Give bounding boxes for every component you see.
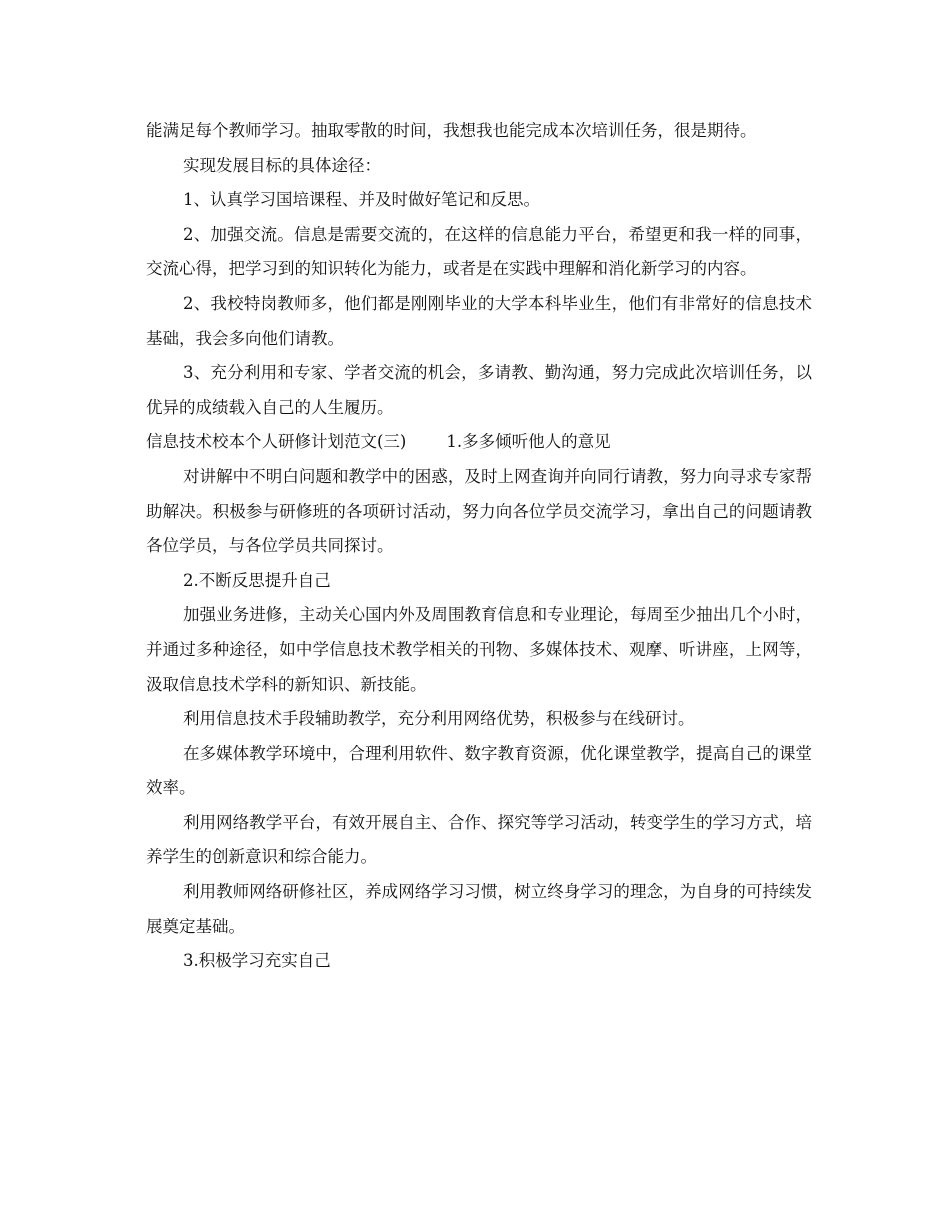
section-first-item: 1.多多倾听他人的意见 <box>446 432 611 452</box>
subheading-enrich: 3.积极学习充实自己 <box>183 951 331 971</box>
paragraph-item-2-exchange: 2、加强交流。信息是需要交流的，在这样的信息能力平台，希望更和我一样的同事，交流心得，把学习到的知识转化为能力，或者是在实践中理解和消化新学习的内容。 <box>146 224 812 279</box>
paragraph-multimedia: 在多媒体教学环境中，合理利用软件、数字教育资源，优化课堂教学，提高自己的课堂效率。 <box>146 743 812 798</box>
document-body <box>146 114 812 979</box>
paragraph-it-assisted: 利用信息技术手段辅助教学，充分利用网络优势，积极参与在线研讨。 <box>183 709 695 729</box>
paragraph-continuation: 能满足每个教师学习。抽取零散的时间，我想我也能完成本次培训任务，很是期待。 <box>146 121 757 140</box>
paragraph-further-study: 加强业务进修，主动关心国内外及周围教育信息和专业理论，每周至少抽出几个小时，并通过多种途径，如中学信息技术教学相关的刊物、多媒体技术、观摩、听讲座，上网等，汲取信息技术学科的新知识、新技能。 <box>146 605 812 694</box>
subheading-reflect: 2.不断反思提升自己 <box>183 570 331 590</box>
paragraph-item-3: 3、充分利用和专家、学者交流的机会，多请教、勤沟通，努力完成此次培训任务，以优异的成绩载入自己的人生履历。 <box>146 363 812 417</box>
paragraph-online-platform: 利用网络教学平台，有效开展自主、合作、探究等学习活动，转变学生的学习方式，培养学生的创新意识和综合能力。 <box>146 812 812 867</box>
paragraph-item-2-teachers: 2、我校特岗教师多，他们都是刚刚毕业的大学本科毕业生，他们有非常好的信息技术基础，我会多向他们请教。 <box>146 293 812 348</box>
paragraph-approach-intro: 实现发展目标的具体途径： <box>183 155 381 175</box>
paragraph-item-1: 1、认真学习国培课程、并及时做好笔记和反思。 <box>183 190 540 210</box>
section-title: 信息技术校本个人研修计划范文(三) <box>146 432 407 452</box>
paragraph-research-community: 利用教师网络研修社区，养成网络学习习惯，树立终身学习的理念，为自身的可持续发展奠定基础。 <box>146 882 812 936</box>
section-heading <box>146 425 812 460</box>
paragraph-consult: 对讲解中不明白问题和教学中的困惑，及时上网查询并向同行请教，努力向寻求专家帮助解决。积极参与研修班的各项研讨活动，努力向各位学员交流学习，拿出自己的问题请教各位学员，与各位学员共同探讨。 <box>146 466 812 556</box>
